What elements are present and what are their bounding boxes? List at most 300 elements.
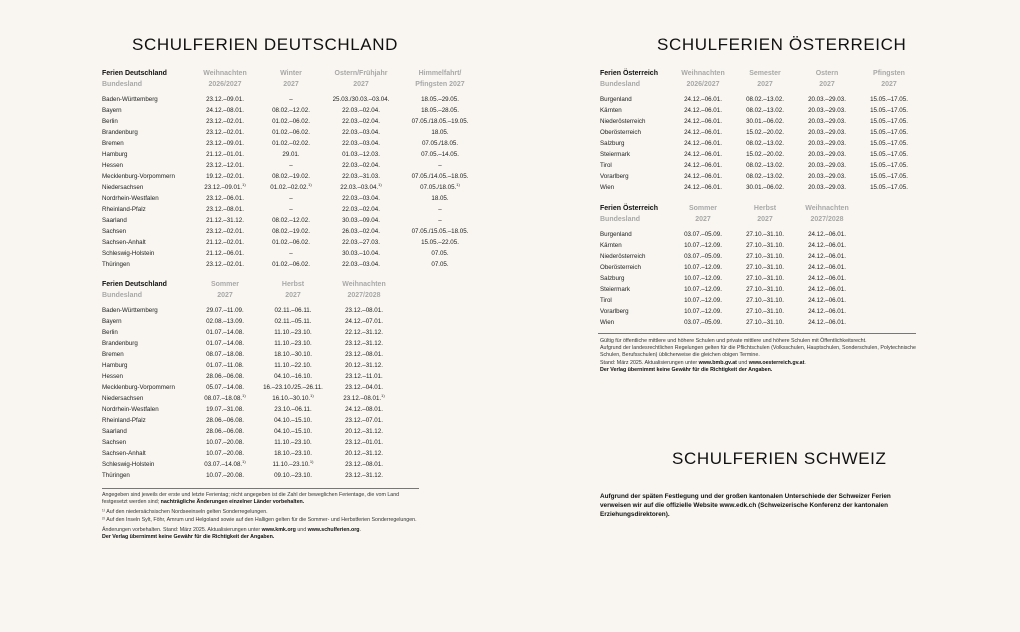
column-header: 2027/2028 [810, 216, 844, 223]
holiday-dates: 21.12.–01.01. [206, 151, 244, 159]
table-row [102, 306, 404, 317]
state-name: Sachsen-Anhalt [102, 239, 146, 247]
header-row [102, 290, 404, 301]
holiday-dates: 10.07.–20.08. [206, 450, 244, 458]
holiday-dates: 30.01.–06.02. [746, 184, 784, 192]
holiday-dates: 27.10.–31.10. [746, 253, 784, 261]
table-row [600, 274, 858, 285]
schulferien-link[interactable]: www.schulferien.org [307, 526, 360, 533]
header-row [102, 79, 478, 90]
table-row [102, 205, 478, 216]
holiday-dates: 10.07.–12.09. [684, 275, 722, 283]
holiday-dates: 08.02.–19.02. [272, 173, 310, 181]
holiday-dates: 15.05.–17.05. [870, 162, 908, 170]
holiday-dates: 15.05.–17.05. [870, 140, 908, 148]
holiday-dates: 23.12.–06.01. [206, 195, 244, 203]
holiday-dates: 24.12.–06.01. [808, 297, 846, 305]
holiday-dates: 20.03.–29.03. [808, 118, 846, 126]
table-row [600, 296, 858, 307]
holiday-dates: 22.03.–03.04. [342, 129, 380, 137]
holiday-dates: 01.02.–06.02. [272, 261, 310, 269]
table-row [102, 150, 478, 161]
table-row [600, 95, 920, 106]
holiday-dates: 20.03.–29.03. [808, 96, 846, 104]
holiday-dates: – [289, 162, 293, 170]
table-row [102, 260, 478, 271]
state-name: Bayern [102, 318, 122, 326]
holiday-dates: 18.05.–28.05. [421, 107, 459, 115]
table-row [600, 128, 920, 139]
column-header: 2026/2027 [208, 81, 242, 88]
header-row [102, 279, 404, 290]
holiday-dates: 21.12.–06.01. [206, 250, 244, 258]
holiday-dates: 24.12.–06.01. [808, 253, 846, 261]
holiday-dates: 24.12.–06.01. [808, 319, 846, 327]
holiday-dates: 20.03.–29.03. [808, 173, 846, 181]
state-name: Salzburg [600, 275, 625, 283]
state-name: Sachsen-Anhalt [102, 450, 146, 458]
holiday-dates: 02.08.–13.09. [206, 318, 244, 326]
holiday-dates: 11.10.–23.10. [274, 329, 312, 337]
holiday-dates: 11.10.–23.10.$^{1)}$ [272, 459, 314, 469]
holiday-dates: 22.03.–02.04. [342, 162, 380, 170]
table-row [600, 172, 920, 183]
holiday-dates: 05.07.–14.08. [206, 384, 244, 392]
holiday-dates: 08.02.–13.02. [746, 96, 784, 104]
germany-summer-table [102, 279, 404, 482]
holiday-dates: 27.10.–31.10. [746, 297, 784, 305]
holiday-dates: 08.07.–18.08.$^{1)}$ [204, 393, 246, 403]
holiday-dates: 08.02.–12.02. [272, 107, 310, 115]
state-name: Tirol [600, 162, 612, 170]
holiday-dates: 04.10.–15.10. [274, 428, 312, 436]
state-name: Mecklenburg-Vorpommern [102, 384, 175, 392]
holiday-dates: 08.02.–13.02. [746, 162, 784, 170]
holiday-dates: 10.07.–20.08. [206, 439, 244, 447]
holiday-dates: 22.03.–02.04. [342, 206, 380, 214]
holiday-dates: 23.12.–07.01. [345, 417, 383, 425]
holiday-dates: 01.07.–14.08. [206, 329, 244, 337]
state-name: Wien [600, 184, 615, 192]
state-name: Berlin [102, 329, 118, 337]
holiday-dates: 15.05.–17.05. [870, 107, 908, 115]
holiday-dates: – [289, 195, 293, 203]
holiday-dates: 16.–23.10./25.–26.11. [263, 384, 323, 392]
table-row [102, 438, 404, 449]
footnote-marker: 1) [309, 459, 314, 465]
holiday-dates: 20.03.–29.03. [808, 129, 846, 137]
state-name: Nordrhein-Westfalen [102, 195, 159, 203]
column-header: Herbst [753, 205, 777, 212]
holiday-dates: 23.12.–08.01. [345, 351, 383, 359]
holiday-dates: 01.02.–02.02. [272, 140, 310, 148]
holiday-dates: 02.11.–06.11. [274, 307, 312, 315]
holiday-dates: 11.10.–23.10. [274, 340, 312, 348]
state-name: Rheinland-Pfalz [102, 417, 146, 425]
holiday-dates: 24.12.–06.01. [808, 231, 846, 239]
table-row [102, 95, 478, 106]
holiday-dates: 03.07.–05.09. [684, 231, 722, 239]
holiday-dates: 11.10.–22.10. [274, 362, 312, 370]
holiday-dates: 29.01. [282, 151, 300, 159]
holiday-dates: 01.02.–06.02. [272, 118, 310, 126]
holiday-dates: 20.12.–31.12. [345, 362, 383, 370]
state-name: Hessen [102, 373, 123, 381]
holiday-dates: 10.07.–12.09. [684, 297, 722, 305]
austria-summer-table [600, 203, 858, 329]
holiday-dates: – [438, 206, 442, 214]
state-name: Sachsen [102, 439, 127, 447]
holiday-dates: 08.02.–13.02. [746, 173, 784, 181]
table-row [600, 263, 858, 274]
holiday-dates: 23.12.–08.01. [345, 461, 383, 469]
austria-winter-table [600, 68, 920, 194]
holiday-dates: 23.12.–09.01. [206, 96, 244, 104]
holiday-dates: – [289, 96, 293, 104]
holiday-dates: 21.12.–31.12. [206, 217, 244, 225]
column-header: Bundesland [600, 216, 641, 223]
holiday-dates: 18.05.–29.05. [421, 96, 459, 104]
holiday-dates: 07.05./18.05.–19.05. [411, 118, 469, 126]
holiday-dates: 20.03.–29.03. [808, 140, 846, 148]
holiday-dates: 24.12.–06.01. [684, 162, 722, 170]
state-name: Schleswig-Holstein [102, 461, 155, 469]
column-header: 2027 [353, 81, 369, 88]
holiday-dates: 24.12.–06.01. [808, 308, 846, 316]
holiday-dates: 15.05.–17.05. [870, 173, 908, 181]
state-name: Steiermark [600, 151, 630, 159]
footnote-marker: 1) [310, 393, 314, 399]
holiday-dates: 24.12.–08.01. [345, 406, 383, 414]
state-name: Bremen [102, 351, 124, 359]
column-header: Himmelfahrt/ [418, 70, 462, 77]
holiday-dates: 23.12.–02.01. [206, 228, 244, 236]
column-header: Winter [280, 70, 302, 77]
state-name: Hamburg [102, 151, 128, 159]
state-name: Brandenburg [102, 129, 138, 137]
table-row [102, 128, 478, 139]
germany-winter-table [102, 68, 478, 271]
holiday-dates: 15.05.–17.05. [870, 151, 908, 159]
table-row [600, 139, 920, 150]
table-row [102, 183, 478, 194]
holiday-dates: 28.06.–06.08. [206, 373, 244, 381]
footnote-marker: 1) [381, 393, 385, 399]
bmb-link[interactable]: www.bmb.gv.at [698, 359, 737, 366]
state-name: Salzburg [600, 140, 625, 148]
table-row [600, 150, 920, 161]
holiday-dates: 04.10.–15.10. [274, 417, 312, 425]
holiday-dates: 15.05.–22.05. [421, 239, 459, 247]
state-name: Kärnten [600, 242, 622, 250]
switzerland-note: Aufgrund der späten Festlegung und der großen kantonalen Unterschiede der Schweizer Ferien verweisen wir auf die offizielle Website www.edk.ch (Schweizerische Konferenz der kantonalen Erziehungsdirektoren). [600, 493, 891, 518]
footnote-marker: 1) [378, 182, 382, 188]
table-row [102, 361, 404, 372]
holiday-dates: 10.07.–20.08. [206, 472, 244, 480]
holiday-dates: 22.03.–03.04. [342, 140, 380, 148]
column-header: 2027 [217, 292, 233, 299]
germany-notes-divider [102, 488, 419, 489]
column-header: Herbst [281, 281, 305, 288]
state-name: Thüringen [102, 261, 130, 269]
holiday-dates: 07.05./18.05.$^{1)}$ [420, 182, 460, 192]
column-header: Weihnachten [805, 205, 849, 212]
table-row [102, 172, 478, 183]
holiday-dates: 24.12.–06.01. [808, 286, 846, 294]
holiday-dates: 24.12.–06.01. [684, 184, 722, 192]
state-name: Kärnten [600, 107, 622, 115]
holiday-dates: 15.05.–17.05. [870, 118, 908, 126]
column-header: 2026/2027 [686, 81, 720, 88]
holiday-dates: 23.12.–09.01.$^{1)}$ [204, 182, 246, 192]
footnote-marker: 1) [242, 459, 246, 465]
holiday-dates: 27.10.–31.10. [746, 319, 784, 327]
table-row [600, 117, 920, 128]
column-header: 2027/2028 [347, 292, 381, 299]
table-row [600, 252, 858, 263]
holiday-dates: 15.05.–17.05. [870, 129, 908, 137]
austria-note-validity: Gültig für öffentliche mittlere und höhere Schulen und private mittlere und höhere Schulen mit Öffentlichkeitsrecht. Aufgrund der landesrechtlichen Regelungen gelten für die Pflichtschulen (Volksschulen, Hauptschulen, Sonderschulen, Polytechnische Schulen, Berufsschulen) üblicherweise die gleichen obigen Termine. Stand: März 2025. Aktualisierungen unter www.bmb.gv.at und www.oesterreich.gv.at. Der Verlag übernimmt keine Gewähr für die Richtigkeit der Angaben. [600, 338, 916, 373]
holiday-dates: 27.10.–31.10. [746, 286, 784, 294]
table-row [600, 285, 858, 296]
state-name: Nordrhein-Westfalen [102, 406, 159, 414]
holiday-dates: 30.01.–06.02. [746, 118, 784, 126]
holiday-dates: 07.05. [431, 261, 449, 269]
holiday-dates: 22.03.–27.03. [342, 239, 380, 247]
state-name: Wien [600, 319, 615, 327]
holiday-dates: 30.03.–10.04. [342, 250, 380, 258]
holiday-dates: 28.06.–06.08. [206, 428, 244, 436]
state-name: Baden-Württemberg [102, 96, 158, 104]
column-header: Ostern/Frühjahr [334, 70, 388, 77]
holiday-dates: 27.10.–31.10. [746, 275, 784, 283]
holiday-dates: 10.07.–12.09. [684, 264, 722, 272]
holiday-dates: 24.12.–06.01. [684, 140, 722, 148]
table-row [102, 427, 404, 438]
holiday-dates: 01.02.–06.02. [272, 129, 310, 137]
state-name: Baden-Württemberg [102, 307, 158, 315]
state-name: Rheinland-Pfalz [102, 206, 146, 214]
holiday-dates: 20.12.–31.12. [345, 428, 383, 436]
holiday-dates: – [438, 162, 442, 170]
holiday-dates: 11.10.–23.10. [274, 439, 312, 447]
state-name: Steiermark [600, 286, 630, 294]
holiday-dates: 22.03.–02.04. [342, 118, 380, 126]
holiday-dates: 24.12.–06.01. [684, 129, 722, 137]
holiday-dates: 01.07.–14.08. [206, 340, 244, 348]
column-header: Semester [749, 70, 781, 77]
holiday-dates: 29.07.–11.09. [206, 307, 244, 315]
state-name: Saarland [102, 428, 127, 436]
state-name: Niederösterreich [600, 253, 646, 261]
footnote-marker: 1) [242, 182, 246, 188]
holiday-dates: 23.12.–08.01. [206, 206, 244, 214]
column-header: Ferien Deutschland [102, 281, 167, 288]
austria-title: SCHULFERIEN ÖSTERREICH [657, 35, 907, 54]
holiday-dates: 22.03.–03.04.$^{1)}$ [340, 182, 382, 192]
holiday-dates: 23.12.–02.01. [206, 118, 244, 126]
holiday-dates: 23.12.–01.01. [345, 439, 383, 447]
state-name: Niedersachsen [102, 184, 144, 192]
holiday-dates: 18.05. [431, 129, 449, 137]
holiday-dates: 23.12.–31.12. [345, 472, 383, 480]
column-header: Weihnachten [342, 281, 386, 288]
holiday-dates: 15.05.–17.05. [870, 96, 908, 104]
table-row [102, 449, 404, 460]
state-name: Vorarlberg [600, 173, 629, 181]
holiday-dates: 08.07.–18.08. [206, 351, 244, 359]
table-row [102, 194, 478, 205]
state-name: Saarland [102, 217, 127, 225]
holiday-dates: 21.12.–02.01. [206, 239, 244, 247]
holiday-dates: 20.03.–29.03. [808, 107, 846, 115]
column-header: 2027 [819, 81, 835, 88]
oesterreich-link[interactable]: www.oesterreich.gv.at [748, 359, 805, 366]
state-name: Burgenland [600, 231, 632, 239]
kmk-link[interactable]: www.kmk.org [261, 526, 296, 533]
column-header: 2027 [757, 81, 773, 88]
state-name: Burgenland [600, 96, 632, 104]
holiday-dates: 27.10.–31.10. [746, 308, 784, 316]
table-row [102, 117, 478, 128]
holiday-dates: 01.02.–06.02. [272, 239, 310, 247]
column-header: Ferien Deutschland [102, 70, 167, 77]
column-header: Bundesland [102, 81, 143, 88]
state-name: Sachsen [102, 228, 127, 236]
column-header: 2027 [881, 81, 897, 88]
table-row [600, 241, 858, 252]
holiday-dates: 24.12.–06.01. [808, 275, 846, 283]
holiday-dates: 08.02.–13.02. [746, 107, 784, 115]
holiday-dates: 24.12.–06.01. [684, 96, 722, 104]
header-row [102, 68, 478, 79]
table-row [102, 394, 404, 405]
holiday-dates: 08.02.–19.02. [272, 228, 310, 236]
holiday-dates: 24.12.–06.01. [808, 242, 846, 250]
footnote-marker: 1) [242, 393, 246, 399]
holiday-dates: 22.12.–31.12. [345, 329, 383, 337]
holiday-dates: 23.12.–12.01. [206, 162, 244, 170]
column-header: Bundesland [102, 292, 143, 299]
table-row [600, 106, 920, 117]
holiday-dates: 24.12.–06.01. [684, 118, 722, 126]
table-row [102, 106, 478, 117]
holiday-dates: 27.10.–31.10. [746, 242, 784, 250]
state-name: Schleswig-Holstein [102, 250, 155, 258]
state-name: Hamburg [102, 362, 128, 370]
holiday-dates: 09.10.–23.10. [274, 472, 312, 480]
holiday-dates: 24.12.–06.01. [684, 151, 722, 159]
holiday-dates: 22.03.–03.04. [342, 195, 380, 203]
column-header: 2027 [283, 81, 299, 88]
table-row [102, 339, 404, 350]
holiday-dates: – [289, 206, 293, 214]
holiday-dates: 23.12.–02.01. [206, 261, 244, 269]
holiday-dates: 22.03.–03.04. [342, 261, 380, 269]
table-row [102, 416, 404, 427]
column-header: 2027 [695, 216, 711, 223]
holiday-dates: 15.05.–17.05. [870, 184, 908, 192]
holiday-dates: 23.12.–11.01. [345, 373, 383, 381]
header-row [600, 214, 858, 225]
holiday-dates: 20.12.–31.12. [345, 450, 383, 458]
holiday-dates: 20.03.–29.03. [808, 184, 846, 192]
table-row [102, 317, 404, 328]
column-header: Weihnachten [203, 70, 247, 77]
column-header: Sommer [210, 281, 239, 288]
holiday-dates: 23.10.–06.11. [274, 406, 312, 414]
holiday-dates: 27.10.–31.10. [746, 264, 784, 272]
state-name: Tirol [600, 297, 612, 305]
switzerland-title: SCHULFERIEN SCHWEIZ [672, 449, 887, 468]
holiday-dates: 23.12.–31.12. [345, 340, 383, 348]
austria-notes-divider [598, 333, 916, 334]
table-row [102, 161, 478, 172]
state-name: Bremen [102, 140, 124, 148]
column-header: 2027 [285, 292, 301, 299]
germany-note-general: Angegeben sind jeweils der erste und letzte Ferientag; nicht angegeben ist die Zahl der beweglichen Ferientage, die vom Land festgesetzt werden sind; nachträgliche Änderungen einzelner Länder vorbehalten. [102, 492, 400, 506]
column-header: Ferien Österreich [600, 205, 658, 212]
holiday-dates: 23.12.–09.01. [206, 140, 244, 148]
holiday-dates: 24.12.–06.01. [684, 173, 722, 181]
holiday-dates: 23.12.–08.01. [345, 307, 383, 315]
holiday-dates: 07.05./18.05. [421, 140, 459, 148]
table-row [102, 350, 404, 361]
holiday-dates: 08.02.–13.02. [746, 140, 784, 148]
column-header: Weihnachten [681, 70, 725, 77]
state-name: Oberösterreich [600, 264, 641, 272]
column-header: Pfingsten [873, 70, 905, 77]
holiday-dates: 08.02.–12.02. [272, 217, 310, 225]
header-row [600, 68, 920, 79]
table-row [102, 328, 404, 339]
state-name: Brandenburg [102, 340, 138, 348]
holiday-dates: 30.03.–09.04. [342, 217, 380, 225]
holiday-dates: 10.07.–12.09. [684, 242, 722, 250]
state-name: Vorarlberg [600, 308, 629, 316]
holiday-dates: 07.05./14.05.–18.05. [411, 173, 469, 181]
holiday-dates: 10.07.–12.09. [684, 308, 722, 316]
state-name: Hessen [102, 162, 123, 170]
holiday-dates: 04.10.–16.10. [274, 373, 312, 381]
table-row [102, 227, 478, 238]
state-name: Niedersachsen [102, 395, 144, 403]
holiday-dates: 03.07.–05.09. [684, 319, 722, 327]
holiday-dates: – [289, 250, 293, 258]
holiday-dates: 24.12.–07.01. [345, 318, 383, 326]
table-row [102, 249, 478, 260]
holiday-dates: 24.12.–08.01. [206, 107, 244, 115]
holiday-dates: 10.07.–12.09. [684, 286, 722, 294]
holiday-dates: 20.03.–29.03. [808, 162, 846, 170]
holiday-dates: 16.10.–30.10.$^{1)}$ [272, 393, 314, 403]
holiday-dates: 24.12.–06.01. [684, 107, 722, 115]
holiday-dates: – [438, 217, 442, 225]
holiday-dates: 03.07.–05.09. [684, 253, 722, 261]
holiday-dates: 07.05./15.05.–18.05. [411, 228, 469, 236]
holiday-dates: 18.10.–23.10. [274, 450, 312, 458]
table-row [102, 216, 478, 227]
holiday-dates: 18.05. [431, 195, 449, 203]
table-row [102, 471, 404, 482]
holiday-dates: 25.03./30.03.–03.04. [332, 96, 390, 104]
holiday-dates: 02.11.–05.11. [274, 318, 312, 326]
holiday-dates: 03.07.–14.08.$^{1)}$ [204, 459, 246, 469]
state-name: Niederösterreich [600, 118, 646, 126]
column-header: Ostern [815, 70, 839, 77]
holiday-dates: 26.03.–02.04. [342, 228, 380, 236]
holiday-dates: 07.05.–14.05. [421, 151, 459, 159]
